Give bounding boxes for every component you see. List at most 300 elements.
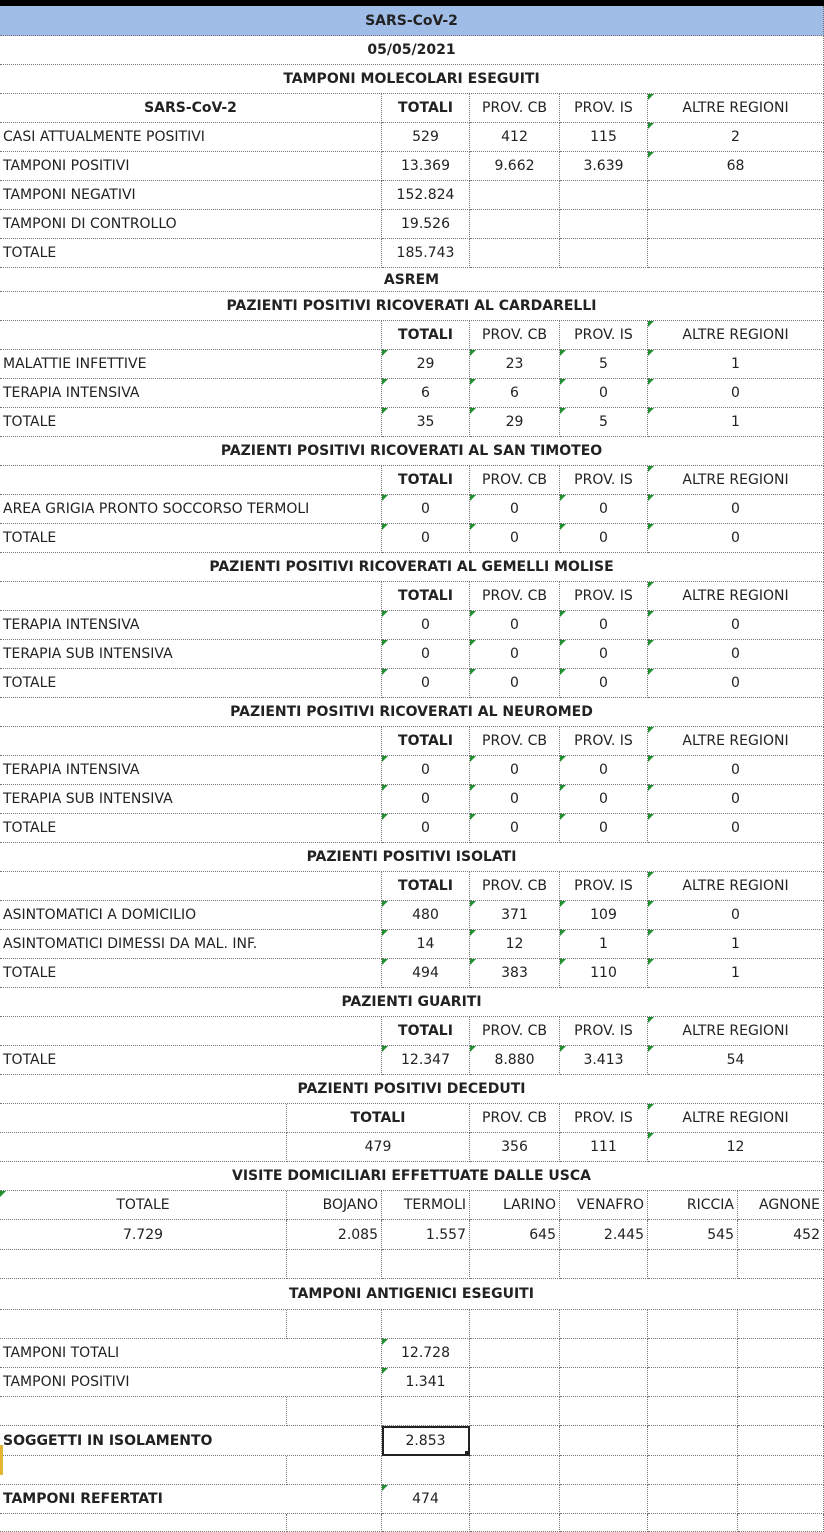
value-altre-regioni[interactable]: 1 — [648, 350, 824, 379]
value-totali[interactable]: 474 — [382, 1485, 470, 1514]
value-prov-cb[interactable] — [470, 181, 560, 210]
error-indicator-icon — [470, 959, 476, 965]
value-prov-cb[interactable]: 0 — [470, 669, 560, 698]
header-totali[interactable]: TOTALI — [287, 1104, 470, 1133]
value-prov-cb[interactable]: 0 — [470, 785, 560, 814]
error-indicator-icon — [560, 930, 566, 936]
usca-header[interactable]: BOJANO — [287, 1191, 382, 1220]
empty-cell[interactable] — [0, 1017, 382, 1046]
header-prov-is[interactable]: PROV. IS — [560, 466, 648, 495]
value-altre-regioni[interactable]: 12 — [648, 1133, 824, 1162]
header-prov-is[interactable]: PROV. IS — [560, 321, 648, 350]
spreadsheet-grid — [0, 6, 824, 1532]
value-prov-is[interactable]: 5 — [560, 350, 648, 379]
value-altre-regioni[interactable] — [648, 181, 824, 210]
value-prov-is[interactable]: 0 — [560, 669, 648, 698]
error-indicator-icon — [382, 495, 388, 501]
value-totali[interactable]: 14 — [382, 930, 470, 959]
error-indicator-icon — [560, 901, 566, 907]
value-prov-is[interactable]: 0 — [560, 785, 648, 814]
error-indicator-icon — [470, 379, 476, 385]
value-prov-cb[interactable]: 9.662 — [470, 152, 560, 181]
error-indicator-icon — [470, 814, 476, 820]
value-prov-is[interactable] — [560, 239, 648, 268]
header-prov-cb[interactable]: PROV. CB — [470, 94, 560, 123]
value-prov-cb[interactable]: 6 — [470, 379, 560, 408]
usca-value[interactable]: 2.445 — [560, 1220, 648, 1250]
header-altre-regioni[interactable]: ALTRE REGIONI — [648, 1104, 824, 1133]
usca-header[interactable]: TERMOLI — [382, 1191, 470, 1220]
empty-cell[interactable] — [382, 1514, 470, 1532]
empty-cell[interactable] — [738, 1339, 824, 1368]
row-label[interactable]: TOTALE — [0, 408, 382, 437]
value-prov-cb[interactable]: 29 — [470, 408, 560, 437]
empty-cell[interactable] — [382, 1250, 470, 1279]
value-totali[interactable]: 12.728 — [382, 1339, 470, 1368]
empty-cell[interactable] — [560, 1250, 648, 1279]
row-label[interactable]: SOGGETTI IN ISOLAMENTO — [0, 1426, 382, 1456]
row-label[interactable]: MALATTIE INFETTIVE — [0, 350, 382, 379]
empty-cell[interactable] — [738, 1514, 824, 1532]
value-altre-regioni[interactable]: 0 — [648, 524, 824, 553]
value-altre-regioni[interactable]: 0 — [648, 669, 824, 698]
value-prov-is[interactable]: 109 — [560, 901, 648, 930]
value-prov-cb[interactable]: 0 — [470, 814, 560, 843]
value-totali[interactable]: 480 — [382, 901, 470, 930]
header-prov-cb[interactable]: PROV. CB — [470, 1104, 560, 1133]
error-indicator-icon — [382, 959, 388, 965]
error-indicator-icon — [560, 524, 566, 530]
error-indicator-icon — [470, 930, 476, 936]
empty-cell[interactable] — [470, 1456, 560, 1485]
value-totali[interactable]: 0 — [382, 669, 470, 698]
empty-cell[interactable] — [738, 1426, 824, 1456]
row-label[interactable]: TOTALE — [0, 669, 382, 698]
error-indicator-icon — [560, 785, 566, 791]
row-label[interactable]: TOTALE — [0, 814, 382, 843]
error-indicator-icon — [648, 814, 654, 820]
header-totali[interactable]: TOTALI — [382, 94, 470, 123]
value-prov-is[interactable]: 0 — [560, 495, 648, 524]
section-title-asrem[interactable]: ASREM — [0, 268, 824, 292]
section-title-isolati[interactable]: PAZIENTI POSITIVI ISOLATI — [0, 843, 824, 872]
empty-cell[interactable] — [0, 872, 382, 901]
usca-header[interactable]: RICCIA — [648, 1191, 738, 1220]
header-altre-regioni[interactable]: ALTRE REGIONI — [648, 582, 824, 611]
header-prov-is[interactable]: PROV. IS — [560, 872, 648, 901]
value-totali[interactable]: 19.526 — [382, 210, 470, 239]
error-indicator-icon — [648, 524, 654, 530]
row-selection-marker — [0, 1445, 3, 1475]
value-prov-cb[interactable]: 0 — [470, 756, 560, 785]
error-indicator-icon — [648, 640, 654, 646]
empty-cell[interactable] — [0, 1456, 287, 1485]
value-totali[interactable]: 0 — [382, 785, 470, 814]
sheet-title[interactable]: SARS-CoV-2 — [0, 6, 824, 36]
error-indicator-icon — [560, 495, 566, 501]
error-indicator-icon — [470, 1046, 476, 1052]
header-prov-is[interactable]: PROV. IS — [560, 727, 648, 756]
error-indicator-icon — [382, 350, 388, 356]
empty-cell[interactable] — [0, 466, 382, 495]
empty-cell[interactable] — [648, 1339, 738, 1368]
value-totali[interactable]: 12.347 — [382, 1046, 470, 1075]
error-indicator-icon — [560, 640, 566, 646]
empty-cell[interactable] — [0, 582, 382, 611]
error-indicator-icon — [470, 669, 476, 675]
empty-cell[interactable] — [648, 1397, 738, 1426]
value-prov-is[interactable]: 0 — [560, 640, 648, 669]
empty-cell[interactable] — [560, 1339, 648, 1368]
value-prov-cb[interactable]: 356 — [470, 1133, 560, 1162]
value-prov-cb[interactable]: 0 — [470, 495, 560, 524]
empty-cell[interactable] — [560, 1397, 648, 1426]
usca-header[interactable]: VENAFRO — [560, 1191, 648, 1220]
empty-cell[interactable] — [648, 1485, 738, 1514]
row-label[interactable]: TAMPONI POSITIVI — [0, 1368, 382, 1397]
empty-cell[interactable] — [287, 1397, 382, 1426]
empty-cell[interactable] — [0, 321, 382, 350]
header-prov-is[interactable]: PROV. IS — [560, 582, 648, 611]
header-altre-regioni[interactable]: ALTRE REGIONI — [648, 1017, 824, 1046]
section-title-guariti[interactable]: PAZIENTI GUARITI — [0, 988, 824, 1017]
row-label[interactable]: TERAPIA SUB INTENSIVA — [0, 640, 382, 669]
header-altre-regioni[interactable]: ALTRE REGIONI — [648, 321, 824, 350]
error-indicator-icon — [648, 321, 654, 327]
error-indicator-icon — [560, 959, 566, 965]
error-indicator-icon — [382, 611, 388, 617]
value-totali[interactable]: 529 — [382, 123, 470, 152]
empty-cell[interactable] — [287, 1514, 382, 1532]
header-prov-cb[interactable]: PROV. CB — [470, 872, 560, 901]
value-prov-cb[interactable]: 0 — [470, 611, 560, 640]
value-prov-is[interactable]: 111 — [560, 1133, 648, 1162]
error-indicator-icon — [382, 1339, 388, 1345]
value-altre-regioni[interactable] — [648, 239, 824, 268]
error-indicator-icon — [560, 379, 566, 385]
error-indicator-icon — [382, 785, 388, 791]
header-altre-regioni[interactable]: ALTRE REGIONI — [648, 727, 824, 756]
row-label[interactable]: TOTALE — [0, 239, 382, 268]
error-indicator-icon — [470, 901, 476, 907]
header-altre-regioni[interactable]: ALTRE REGIONI — [648, 872, 824, 901]
empty-cell[interactable] — [648, 1514, 738, 1532]
value-altre-regioni[interactable]: 54 — [648, 1046, 824, 1075]
error-indicator-icon — [648, 1046, 654, 1052]
value-prov-is[interactable]: 3.413 — [560, 1046, 648, 1075]
row-label[interactable]: TAMPONI REFERTATI — [0, 1485, 382, 1514]
empty-cell[interactable] — [287, 1456, 382, 1485]
empty-cell[interactable] — [648, 1456, 738, 1485]
value-totali[interactable]: 13.369 — [382, 152, 470, 181]
usca-value[interactable]: 7.729 — [0, 1220, 287, 1250]
value-totali[interactable]: 0 — [382, 756, 470, 785]
row-label[interactable]: CASI ATTUALMENTE POSITIVI — [0, 123, 382, 152]
usca-header[interactable]: LARINO — [470, 1191, 560, 1220]
error-indicator-icon — [560, 669, 566, 675]
error-indicator-icon — [382, 640, 388, 646]
value-altre-regioni[interactable]: 1 — [648, 930, 824, 959]
header-prov-cb[interactable]: PROV. CB — [470, 321, 560, 350]
section-title-antigenici[interactable]: TAMPONI ANTIGENICI ESEGUITI — [0, 1279, 824, 1310]
empty-cell[interactable] — [382, 1397, 470, 1426]
value-prov-cb[interactable] — [470, 210, 560, 239]
row-label[interactable]: TERAPIA INTENSIVA — [0, 379, 382, 408]
value-prov-is[interactable] — [560, 210, 648, 239]
empty-cell[interactable] — [648, 1310, 738, 1339]
header-altre-regioni[interactable]: ALTRE REGIONI — [648, 466, 824, 495]
empty-cell[interactable] — [470, 1514, 560, 1532]
error-indicator-icon — [648, 901, 654, 907]
value-totali[interactable]: 152.824 — [382, 181, 470, 210]
empty-cell[interactable] — [0, 1250, 287, 1279]
error-indicator-icon — [382, 930, 388, 936]
header-totali[interactable]: TOTALI — [382, 321, 470, 350]
row-label[interactable]: TERAPIA INTENSIVA — [0, 611, 382, 640]
value-prov-cb[interactable] — [470, 239, 560, 268]
error-indicator-icon — [470, 611, 476, 617]
empty-cell[interactable] — [470, 1397, 560, 1426]
row-label[interactable]: TAMPONI POSITIVI — [0, 152, 382, 181]
empty-cell[interactable] — [560, 1368, 648, 1397]
usca-value[interactable]: 2.085 — [287, 1220, 382, 1250]
usca-value[interactable]: 545 — [648, 1220, 738, 1250]
value-totali[interactable]: 0 — [382, 524, 470, 553]
row-label[interactable]: TOTALE — [0, 524, 382, 553]
error-indicator-icon — [648, 379, 654, 385]
error-indicator-icon — [470, 756, 476, 762]
value-altre-regioni[interactable]: 0 — [648, 756, 824, 785]
section-title-deceduti[interactable]: PAZIENTI POSITIVI DECEDUTI — [0, 1075, 824, 1104]
empty-cell[interactable] — [738, 1485, 824, 1514]
error-indicator-icon — [648, 582, 654, 588]
empty-cell[interactable] — [560, 1485, 648, 1514]
value-prov-cb[interactable]: 0 — [470, 640, 560, 669]
value-altre-regioni[interactable] — [648, 210, 824, 239]
empty-cell[interactable] — [287, 1250, 382, 1279]
value-totali[interactable]: 6 — [382, 379, 470, 408]
value-altre-regioni[interactable]: 0 — [648, 901, 824, 930]
row-label[interactable]: TOTALE — [0, 959, 382, 988]
header-totali[interactable]: TOTALI — [382, 582, 470, 611]
selected-cell-isolamento[interactable]: 2.853 — [382, 1426, 470, 1456]
empty-cell[interactable] — [560, 1514, 648, 1532]
empty-cell[interactable] — [0, 727, 382, 756]
empty-cell[interactable] — [470, 1250, 560, 1279]
value-prov-cb[interactable]: 0 — [470, 524, 560, 553]
usca-header[interactable]: TOTALE — [0, 1191, 287, 1220]
section-title-timoteo[interactable]: PAZIENTI POSITIVI RICOVERATI AL SAN TIMOTEO — [0, 437, 824, 466]
value-altre-regioni[interactable]: 68 — [648, 152, 824, 181]
error-indicator-icon — [470, 408, 476, 414]
section-title-neuromed[interactable]: PAZIENTI POSITIVI RICOVERATI AL NEUROMED — [0, 698, 824, 727]
error-indicator-icon — [560, 756, 566, 762]
error-indicator-icon — [382, 1046, 388, 1052]
value-prov-cb[interactable]: 383 — [470, 959, 560, 988]
error-indicator-icon — [382, 408, 388, 414]
value-prov-is[interactable]: 0 — [560, 814, 648, 843]
row-label[interactable]: TERAPIA SUB INTENSIVA — [0, 785, 382, 814]
row-label[interactable]: ASINTOMATICI A DOMICILIO — [0, 901, 382, 930]
header-totali[interactable]: TOTALI — [382, 466, 470, 495]
value-altre-regioni[interactable]: 0 — [648, 611, 824, 640]
usca-value[interactable]: 452 — [738, 1220, 824, 1250]
error-indicator-icon — [648, 466, 654, 472]
error-indicator-icon — [560, 408, 566, 414]
value-altre-regioni[interactable]: 0 — [648, 495, 824, 524]
error-indicator-icon — [648, 959, 654, 965]
error-indicator-icon — [382, 901, 388, 907]
value-prov-cb[interactable]: 23 — [470, 350, 560, 379]
empty-cell[interactable] — [470, 1339, 560, 1368]
error-indicator-icon — [0, 1191, 6, 1197]
error-indicator-icon — [648, 94, 654, 100]
error-indicator-icon — [382, 1485, 388, 1491]
error-indicator-icon — [648, 495, 654, 501]
empty-cell[interactable] — [738, 1456, 824, 1485]
error-indicator-icon — [560, 1046, 566, 1052]
row-label[interactable]: TAMPONI NEGATIVI — [0, 181, 382, 210]
empty-cell[interactable] — [0, 1310, 287, 1339]
empty-cell[interactable] — [738, 1368, 824, 1397]
error-indicator-icon — [648, 152, 654, 158]
value-totali[interactable]: 0 — [382, 640, 470, 669]
header-prov-is[interactable]: PROV. IS — [560, 94, 648, 123]
value-prov-cb[interactable]: 8.880 — [470, 1046, 560, 1075]
value-prov-is[interactable]: 0 — [560, 611, 648, 640]
header-altre-regioni[interactable]: ALTRE REGIONI — [648, 94, 824, 123]
row-label[interactable]: AREA GRIGIA PRONTO SOCCORSO TERMOLI — [0, 495, 382, 524]
error-indicator-icon — [648, 123, 654, 129]
header-prov-cb[interactable]: PROV. CB — [470, 582, 560, 611]
error-indicator-icon — [648, 1133, 654, 1139]
error-indicator-icon — [470, 524, 476, 530]
error-indicator-icon — [648, 350, 654, 356]
value-totali[interactable]: 0 — [382, 814, 470, 843]
error-indicator-icon — [648, 872, 654, 878]
empty-cell[interactable] — [560, 1456, 648, 1485]
empty-cell[interactable] — [470, 1485, 560, 1514]
error-indicator-icon — [648, 727, 654, 733]
value-prov-is[interactable]: 0 — [560, 524, 648, 553]
header-totali[interactable]: TOTALI — [382, 872, 470, 901]
section-title-molecolari[interactable]: TAMPONI MOLECOLARI ESEGUITI — [0, 65, 824, 94]
empty-cell[interactable] — [648, 1368, 738, 1397]
header-prov-cb[interactable]: PROV. CB — [470, 727, 560, 756]
error-indicator-icon — [648, 930, 654, 936]
empty-cell[interactable] — [648, 1426, 738, 1456]
report-date[interactable]: 05/05/2021 — [0, 36, 824, 65]
empty-cell[interactable] — [382, 1310, 470, 1339]
usca-value[interactable]: 1.557 — [382, 1220, 470, 1250]
section-title-usca[interactable]: VISITE DOMICILIARI EFFETTUATE DALLE USCA — [0, 1162, 824, 1191]
error-indicator-icon — [648, 669, 654, 675]
error-indicator-icon — [382, 669, 388, 675]
value-totali[interactable]: 479 — [287, 1133, 470, 1162]
value-prov-is[interactable]: 0 — [560, 379, 648, 408]
empty-cell[interactable] — [560, 1310, 648, 1339]
value-altre-regioni[interactable]: 2 — [648, 123, 824, 152]
value-totali[interactable]: 185.743 — [382, 239, 470, 268]
value-prov-cb[interactable]: 371 — [470, 901, 560, 930]
value-prov-is[interactable]: 3.639 — [560, 152, 648, 181]
section-title-cardarelli[interactable]: PAZIENTI POSITIVI RICOVERATI AL CARDARELLI — [0, 292, 824, 321]
error-indicator-icon — [382, 1368, 388, 1374]
value-altre-regioni[interactable]: 1 — [648, 408, 824, 437]
value-totali[interactable]: 0 — [382, 611, 470, 640]
empty-cell[interactable] — [648, 1250, 738, 1279]
row-label[interactable]: TOTALE — [0, 1046, 382, 1075]
value-altre-regioni[interactable]: 0 — [648, 640, 824, 669]
value-altre-regioni[interactable]: 1 — [648, 959, 824, 988]
value-totali[interactable]: 494 — [382, 959, 470, 988]
empty-cell[interactable] — [0, 1133, 287, 1162]
empty-cell[interactable] — [0, 1104, 287, 1133]
value-prov-is[interactable]: 110 — [560, 959, 648, 988]
header-prov-cb[interactable]: PROV. CB — [470, 466, 560, 495]
row-label[interactable]: TAMPONI TOTALI — [0, 1339, 382, 1368]
value-prov-cb[interactable]: 12 — [470, 930, 560, 959]
header-totali[interactable]: TOTALI — [382, 1017, 470, 1046]
header-prov-cb[interactable]: PROV. CB — [470, 1017, 560, 1046]
value-prov-cb[interactable]: 412 — [470, 123, 560, 152]
empty-cell[interactable] — [287, 1310, 382, 1339]
row-label[interactable]: TAMPONI DI CONTROLLO — [0, 210, 382, 239]
empty-cell[interactable] — [0, 1397, 287, 1426]
header-prov-is[interactable]: PROV. IS — [560, 1104, 648, 1133]
table-label[interactable]: SARS-CoV-2 — [0, 94, 382, 123]
error-indicator-icon — [648, 1017, 654, 1023]
section-title-gemelli[interactable]: PAZIENTI POSITIVI RICOVERATI AL GEMELLI MOLISE — [0, 553, 824, 582]
empty-cell[interactable] — [560, 1426, 648, 1456]
value-prov-is[interactable]: 1 — [560, 930, 648, 959]
error-indicator-icon — [470, 640, 476, 646]
empty-cell[interactable] — [470, 1310, 560, 1339]
empty-cell[interactable] — [738, 1250, 824, 1279]
value-prov-is[interactable]: 0 — [560, 756, 648, 785]
header-totali[interactable]: TOTALI — [382, 727, 470, 756]
usca-value[interactable]: 645 — [470, 1220, 560, 1250]
error-indicator-icon — [648, 1104, 654, 1110]
empty-cell[interactable] — [738, 1310, 824, 1339]
empty-cell[interactable] — [470, 1368, 560, 1397]
value-altre-regioni[interactable]: 0 — [648, 785, 824, 814]
empty-cell[interactable] — [382, 1456, 470, 1485]
empty-cell[interactable] — [0, 1514, 287, 1532]
header-prov-is[interactable]: PROV. IS — [560, 1017, 648, 1046]
empty-cell[interactable] — [470, 1426, 560, 1456]
value-totali[interactable]: 35 — [382, 408, 470, 437]
empty-cell[interactable] — [738, 1397, 824, 1426]
value-totali[interactable]: 0 — [382, 495, 470, 524]
error-indicator-icon — [382, 756, 388, 762]
error-indicator-icon — [382, 814, 388, 820]
error-indicator-icon — [470, 350, 476, 356]
value-altre-regioni[interactable]: 0 — [648, 379, 824, 408]
value-altre-regioni[interactable]: 0 — [648, 814, 824, 843]
value-prov-is[interactable]: 5 — [560, 408, 648, 437]
value-totali[interactable]: 29 — [382, 350, 470, 379]
error-indicator-icon — [560, 814, 566, 820]
value-totali[interactable]: 1.341 — [382, 1368, 470, 1397]
error-indicator-icon — [382, 379, 388, 385]
error-indicator-icon — [560, 350, 566, 356]
usca-header[interactable]: AGNONE — [738, 1191, 824, 1220]
row-label[interactable]: TERAPIA INTENSIVA — [0, 756, 382, 785]
value-prov-is[interactable]: 115 — [560, 123, 648, 152]
value-prov-is[interactable] — [560, 181, 648, 210]
row-label[interactable]: ASINTOMATICI DIMESSI DA MAL. INF. — [0, 930, 382, 959]
